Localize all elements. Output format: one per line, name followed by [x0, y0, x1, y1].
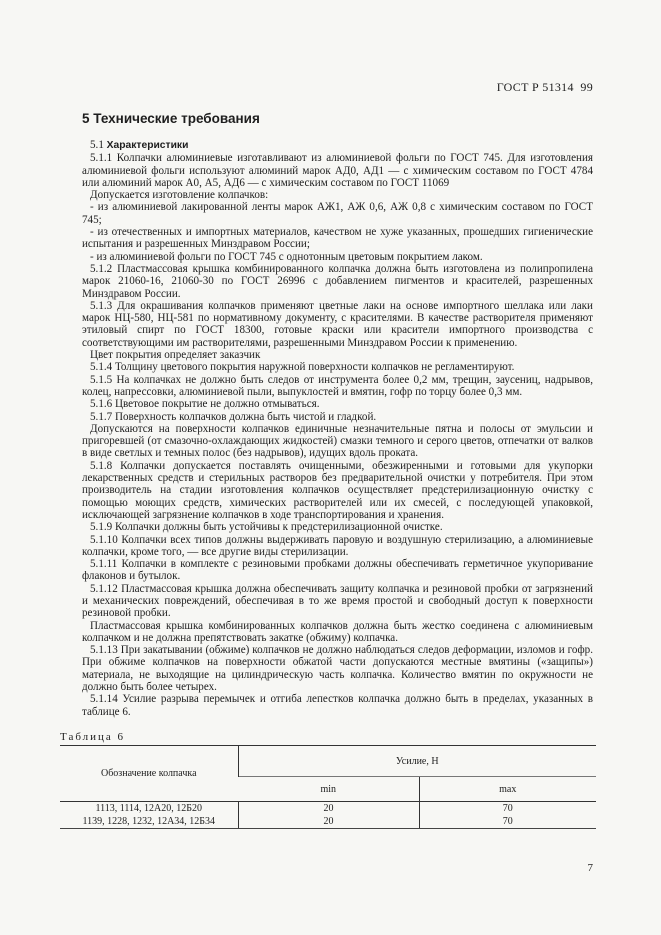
paragraph: 5.1.1 Колпачки алюминиевые изготавливают из алюминиевой фольги по ГОСТ 745. Для изготовления алюминиевой фольги используют алюминий марок АД0, АД1 — с химическим составом по ГОСТ 4784 или алюминий марок А0, А5, АД6 — с химическим составом по ГОСТ 11069	[82, 152, 593, 189]
table-row	[60, 815, 596, 829]
section-title: 5 Технические требования	[82, 111, 260, 126]
column-header-force: Усилие, Н	[238, 746, 596, 777]
page-number: 7	[587, 862, 593, 874]
cell-min: 20	[238, 815, 419, 829]
paragraph: 5.1.4 Толщину цветового покрытия наружной поверхности колпачков не регламентируют.	[90, 361, 515, 374]
paragraph: Пластмассовая крышка комбинированных колпачков должна быть жестко соединена с алюминиевым колпачком и не должна препятствовать закатке (обжиму) колпачка.	[82, 619, 593, 644]
paragraph: - из алюминиевой фольги по ГОСТ 745 с однотонным цветовым покрытием лаком.	[90, 250, 483, 263]
cell-designation: 1139, 1228, 1232, 12А34, 12Б34	[60, 815, 238, 829]
paragraph: 5.1.8 Колпачки допускается поставлять очищенными, обезжиренными и готовыми для укупорки лекарственных средств и стерильных растворов без предварительной очистки у потребителя. При этом производитель на стадии изготовления колпачков осуществляет предстерилизационную очистку с помощью моющих средств, химических растворителей или их смесей, с последующей упаковкой, исключающей загрязнение колпачков в ходе транспортирования и хранения.	[82, 459, 593, 521]
cell-max: 70	[419, 815, 596, 829]
paragraph: 5.1.9 Колпачки должны быть устойчивы к предстерилизационной очистке.	[90, 521, 443, 534]
paragraph: 5.1.7 Поверхность колпачков должна быть чистой и гладкой.	[90, 410, 377, 423]
paragraph: 5.1.6 Цветовое покрытие не должно отмываться.	[90, 398, 320, 411]
cell-max: 70	[419, 802, 596, 816]
paragraph: - из отечественных и импортных материалов, качеством не хуже указанных, прошедших гигиенические испытания и разрешенных Минздравом России;	[82, 226, 593, 251]
header-page: 99	[580, 80, 593, 94]
subsection-number: 5.1	[90, 139, 104, 151]
paragraph: 5.1.10 Колпачки всех типов должны выдерживать паровую и воздушную стерилизацию, а алюминиевые колпачки, кроме того, — все другие виды стерилизации.	[82, 533, 593, 558]
column-header-designation: Обозначение колпачка	[60, 746, 238, 802]
cell-designation: 1113, 1114, 12А20, 12Б20	[60, 802, 238, 816]
paragraph: 5.1.14 Усилие разрыва перемычек и отгиба лепестков колпачка должно быть в пределах, указанных в таблице 6.	[82, 693, 593, 718]
subsection-title: Характеристики	[106, 140, 189, 151]
table-row	[60, 802, 596, 816]
paragraph: Цвет покрытия определяет заказчик	[90, 349, 261, 362]
cell-min: 20	[238, 802, 419, 816]
column-header-min: min	[238, 777, 419, 802]
subsection-heading	[82, 139, 593, 152]
column-header-max: max	[419, 777, 596, 802]
paragraph: 5.1.11 Колпачки в комплекте с резиновыми пробками должны обеспечивать герметичное укупоривание флаконов и бутылок.	[82, 558, 593, 583]
paragraph: 5.1.3 Для окрашивания колпачков применяют цветные лаки на основе импортного шеллака или лаки марок НЦ-580, НЦ-581 по нормативному документу, с красителями. В качестве растворителя применяют этиловый спирт по ГОСТ 18300, готовые краски или красители импортного производства с соответствующими им растворителями, разрешенными Минздравом России к применению.	[82, 299, 593, 349]
paragraph: 5.1.13 При закатывании (обжиме) колпачков не должно наблюдаться следов деформации, изломов и гофр. При обжиме колпачков на поверхности обжатой части допускаются местные вмятины («защипы») материала, не выходящие на цилиндрическую часть колпачка. Количество вмятин по окружности не должно быть более четырех.	[82, 644, 593, 694]
table-caption: Таблица 6	[60, 731, 126, 743]
paragraph: Допускается изготовление колпачков:	[90, 189, 269, 202]
page-header	[497, 80, 593, 95]
force-table	[60, 745, 596, 829]
paragraph: 5.1.5 На колпачках не должно быть следов от инструмента более 0,2 мм, трещин, заусениц, надрывов, колец, напрессовки, алюминиевой пыли, выпуклостей и вмятин, гофр по торцу более 0,3 мм.	[82, 373, 593, 398]
paragraph: 5.1.2 Пластмассовая крышка комбинированного колпачка должна быть изготовлена из полипропилена марок 21060-16, 21060-30 по ГОСТ 26996 с добавлением пигментов и красителей, разрешенных Минздравом России.	[82, 262, 593, 300]
header-standard: ГОСТ Р 51314	[496, 80, 574, 94]
paragraph: Допускаются на поверхности колпачков единичные незначительные пятна и полосы от эмульсии и пригоревшей (от смазочно-охлаждающих жидкостей) смазки темного и серого цветов, отпечатки от валков в виде светлых и темных полос (без надрывов), идущих вдоль проката.	[82, 422, 593, 460]
paragraph: 5.1.12 Пластмассовая крышка должна обеспечивать защиту колпачка и резиновой пробки от загрязнений и механических повреждений, обеспечивая в то же время простой и свободный доступ к поверхности резиновой пробки.	[82, 582, 593, 620]
document-body	[82, 139, 593, 718]
paragraph: - из алюминиевой лакированной ленты марок АЖ1, АЖ 0,6, АЖ 0,8 с химическим составом по ГОСТ 745;	[82, 201, 593, 226]
